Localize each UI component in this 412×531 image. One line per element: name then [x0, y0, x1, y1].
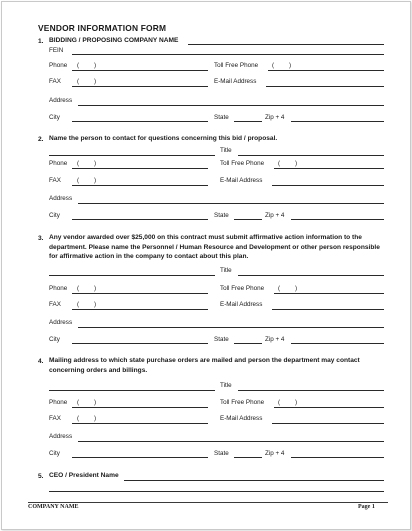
section-3-title: Any vendor awarded over $25,000 on this contract must submit affirmative action information to the department. Please name the Personnel / Human Resource and Development or other person responsible for affirmative action in the company to contact about this plan.: [49, 234, 380, 261]
toll-free-phone-label: Toll Free Phone: [220, 399, 265, 406]
email-label: E-Mail Address: [220, 177, 263, 184]
phone-label: Phone: [49, 285, 68, 292]
toll-free-phone-label: Toll Free Phone: [220, 285, 265, 292]
city-field[interactable]: [72, 219, 208, 220]
bracket-open: (: [77, 399, 80, 406]
bracket-open: (: [77, 62, 80, 69]
address-label: Address: [49, 433, 73, 440]
ceo-name-field[interactable]: [124, 480, 384, 481]
zip-field[interactable]: [291, 219, 384, 220]
bracket-open: (: [278, 160, 281, 167]
phone-label: Phone: [49, 160, 68, 167]
zip-label: Zip + 4: [265, 212, 285, 219]
email-field[interactable]: [272, 185, 384, 186]
aa-contact-title-field[interactable]: [238, 275, 384, 276]
footer-divider: [28, 502, 388, 503]
bracket-open: (: [77, 160, 80, 167]
ceo-name-line-2[interactable]: [49, 491, 384, 492]
bracket-open: (: [77, 177, 80, 184]
section-2-number: 2.: [38, 136, 44, 143]
bracket-open: (: [278, 285, 281, 292]
bracket-close: ): [94, 78, 97, 85]
email-field[interactable]: [272, 423, 384, 424]
phone-label: Phone: [49, 399, 68, 406]
state-label: State: [214, 212, 229, 219]
section-5-number: 5.: [38, 473, 44, 480]
toll-free-phone-label: Toll Free Phone: [214, 62, 259, 69]
form-title: VENDOR INFORMATION FORM: [38, 23, 167, 33]
bracket-close: ): [94, 160, 97, 167]
city-field[interactable]: [72, 457, 208, 458]
fein-label: FEIN: [49, 47, 64, 54]
zip-label: Zip + 4: [265, 336, 285, 343]
toll-free-phone-field[interactable]: [268, 70, 384, 71]
bracket-open: (: [77, 285, 80, 292]
bracket-close: ): [295, 399, 298, 406]
state-label: State: [214, 450, 229, 457]
form-page: [1, 1, 411, 530]
bracket-open: (: [77, 415, 80, 422]
state-field[interactable]: [234, 457, 262, 458]
bracket-close: ): [94, 415, 97, 422]
bracket-open: (: [77, 301, 80, 308]
fax-label: FAX: [49, 301, 61, 308]
billing-contact-name-field[interactable]: [49, 390, 215, 391]
city-field[interactable]: [72, 343, 208, 344]
city-label: City: [49, 114, 60, 121]
title-label: Title: [220, 382, 232, 389]
toll-free-phone-field[interactable]: [274, 293, 384, 294]
company-name-field[interactable]: [188, 44, 384, 45]
zip-label: Zip + 4: [265, 114, 285, 121]
section-4-title: Mailing address to which state purchase orders are mailed and person the department may contact concerning orders and billings.: [49, 357, 360, 374]
zip-field[interactable]: [291, 343, 384, 344]
bracket-close: ): [295, 285, 298, 292]
address-field[interactable]: [78, 203, 384, 204]
bracket-close: ): [94, 62, 97, 69]
email-field[interactable]: [272, 309, 384, 310]
phone-field[interactable]: [72, 70, 208, 71]
phone-field[interactable]: [72, 168, 208, 169]
address-label: Address: [49, 97, 73, 104]
email-label: E-Mail Address: [220, 301, 263, 308]
toll-free-phone-field[interactable]: [274, 407, 384, 408]
fax-field[interactable]: [72, 309, 208, 310]
section-3-number: 3.: [38, 235, 44, 242]
bracket-close: ): [94, 177, 97, 184]
contact-name-field[interactable]: [49, 155, 215, 156]
fax-field[interactable]: [72, 423, 208, 424]
title-label: Title: [220, 147, 232, 154]
section-5-title: CEO / President Name: [49, 472, 119, 479]
fein-field[interactable]: [72, 54, 384, 55]
address-field[interactable]: [78, 441, 384, 442]
address-label: Address: [49, 319, 73, 326]
fax-label: FAX: [49, 177, 61, 184]
zip-label: Zip + 4: [265, 450, 285, 457]
state-label: State: [214, 114, 229, 121]
email-field[interactable]: [266, 86, 384, 87]
section-2-title: Name the person to contact for questions concerning this bid / proposal.: [49, 135, 278, 142]
aa-contact-name-field[interactable]: [49, 275, 215, 276]
zip-field[interactable]: [291, 121, 384, 122]
bracket-open: (: [77, 78, 80, 85]
title-label: Title: [220, 267, 232, 274]
phone-label: Phone: [49, 62, 68, 69]
section-4-number: 4.: [38, 358, 44, 365]
bracket-close: ): [94, 301, 97, 308]
city-field[interactable]: [72, 121, 208, 122]
fax-label: FAX: [49, 415, 61, 422]
city-label: City: [49, 336, 60, 343]
address-field[interactable]: [78, 327, 384, 328]
phone-field[interactable]: [72, 293, 208, 294]
address-field[interactable]: [78, 105, 384, 106]
bracket-close: ): [289, 62, 292, 69]
bracket-close: ): [94, 285, 97, 292]
billing-contact-title-field[interactable]: [238, 390, 384, 391]
email-label: E-Mail Address: [220, 415, 263, 422]
address-label: Address: [49, 195, 73, 202]
email-label: E-Mail Address: [214, 78, 257, 85]
state-field[interactable]: [234, 343, 262, 344]
phone-field[interactable]: [72, 407, 208, 408]
toll-free-phone-label: Toll Free Phone: [220, 160, 265, 167]
bracket-open: (: [278, 399, 281, 406]
footer-page-number: Page 1: [358, 504, 375, 510]
bracket-close: ): [295, 160, 298, 167]
section-1-number: 1.: [38, 38, 44, 45]
fax-label: FAX: [49, 78, 61, 85]
state-field[interactable]: [234, 219, 262, 220]
fax-field[interactable]: [72, 86, 208, 87]
toll-free-phone-field[interactable]: [274, 168, 384, 169]
state-field[interactable]: [234, 121, 262, 122]
zip-field[interactable]: [291, 457, 384, 458]
state-label: State: [214, 336, 229, 343]
contact-title-field[interactable]: [238, 155, 384, 156]
city-label: City: [49, 212, 60, 219]
fax-field[interactable]: [72, 185, 208, 186]
city-label: City: [49, 450, 60, 457]
bracket-close: ): [94, 399, 97, 406]
footer-company-name: COMPANY NAME: [28, 504, 79, 510]
bracket-open: (: [272, 62, 275, 69]
section-1-title: BIDDING / PROPOSING COMPANY NAME: [49, 37, 179, 44]
